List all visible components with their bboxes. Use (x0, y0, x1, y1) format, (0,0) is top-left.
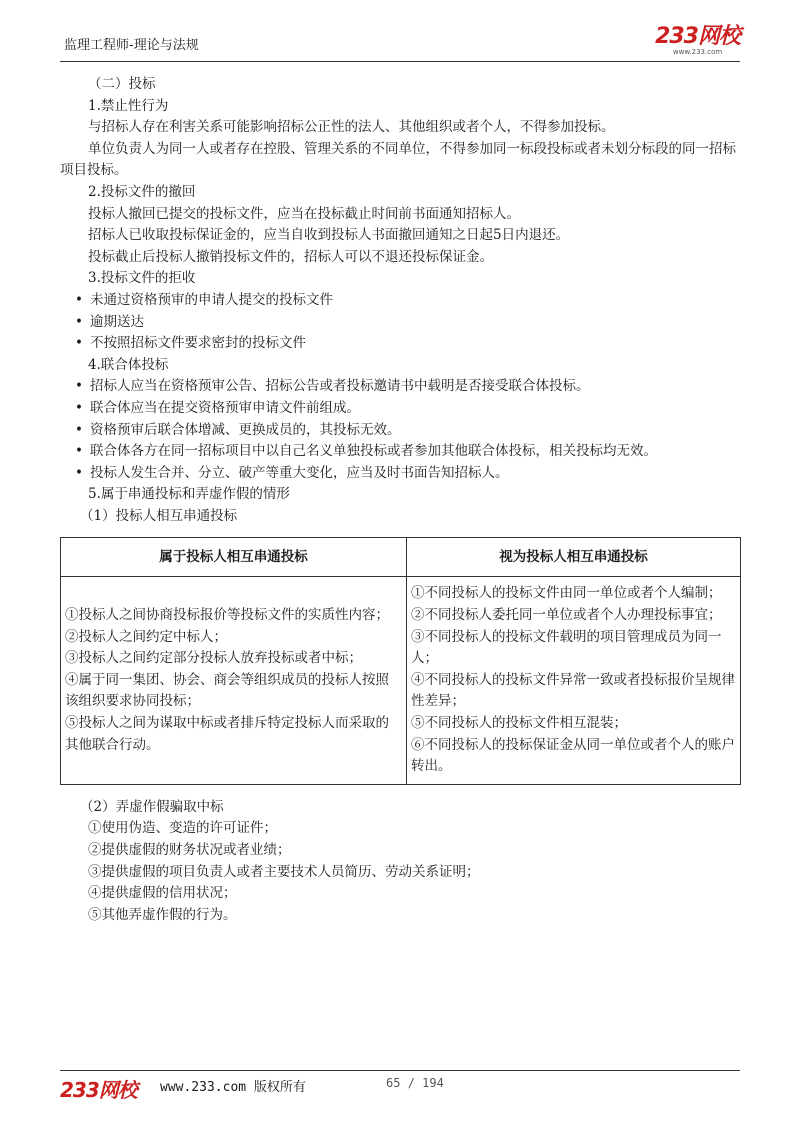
cell-item: ④属于同一集团、协会、商会等组织成员的投标人按照该组织要求协同投标； (65, 671, 389, 710)
cell-item: ③不同投标人的投标文件载明的项目管理成员为同一人； (411, 628, 722, 667)
cell-item: ①投标人之间协商投标报价等投标文件的实质性内容； (65, 607, 389, 624)
cell-item: ④不同投标人的投标文件异常一致或者投标报价呈规律性差异； (411, 671, 735, 710)
table-header-col2: 视为投标人相互串通投标 (407, 538, 741, 577)
table-cell-col1 (61, 577, 407, 784)
cell-item: ⑤不同投标人的投标文件相互混装； (411, 715, 627, 732)
bullet-icon: • (75, 335, 83, 352)
list-item: ①使用伪造、变造的许可证件； (88, 820, 277, 837)
bullet-icon: • (75, 464, 83, 481)
page-footer (60, 1062, 740, 1102)
list-item-text: 逾期送达 (90, 313, 144, 330)
list-item-text: 资格预审后联合体增减、更换成员的，其投标无效。 (90, 421, 401, 438)
brand-logo (655, 26, 740, 56)
s1-paragraph-2-text: 单位负责人为同一人或者存在控股、管理关系的不同单位，不得参加同一标段投标或者未划分标段的同一招标项目投标。 (60, 140, 736, 179)
s2-paragraph-1: 投标人撤回已提交的投标文件，应当在投标截止时间前书面通知招标人。 (88, 205, 520, 222)
page-total: 194 (422, 1076, 444, 1090)
list-item (60, 290, 740, 312)
cell-item: ⑤投标人之间为谋取中标或者排斥特定投标人而采取的其他联合行动。 (65, 715, 389, 753)
logo-url: www.233.com (672, 48, 723, 56)
list-item (60, 312, 740, 334)
list-item (60, 463, 740, 485)
section-heading: （二）投标 (88, 76, 156, 92)
list-item (60, 333, 740, 355)
header-divider (60, 61, 740, 62)
footer-site (160, 1076, 306, 1095)
cell-item: ②投标人之间约定中标人； (65, 628, 227, 645)
s2-title: 2.投标文件的撤回 (88, 183, 196, 200)
bullet-icon: • (75, 378, 83, 395)
list-item (60, 420, 740, 442)
s3-title: 3.投标文件的拒收 (88, 270, 196, 287)
table-row (61, 577, 741, 784)
page-separator: / (407, 1076, 415, 1090)
footer-site-url[interactable]: www.233.com (160, 1080, 247, 1095)
list-item-text: 不按照招标文件要求密封的投标文件 (90, 335, 306, 352)
s2-paragraph-3: 投标截止后投标人撤销投标文件的，招标人可以不退还投标保证金。 (88, 248, 493, 265)
cell-item: ③投标人之间约定部分投标人放弃投标或者中标； (65, 650, 362, 667)
footer-copyright: 版权所有 (253, 1080, 306, 1095)
list-item (60, 398, 740, 420)
page-number (386, 1076, 444, 1090)
footer-logo: 233网校 (60, 1078, 137, 1102)
list-item: ⑤其他弄虚作假的行为。 (88, 906, 237, 923)
list-item-text: 联合体各方在同一招标项目中以自己名义单独投标或者参加其他联合体投标，相关投标均无效。 (90, 443, 657, 460)
s1-title: 1.禁止性行为 (88, 97, 169, 114)
bullet-icon: • (75, 291, 83, 308)
logo-mark: 233网校 (655, 24, 740, 49)
list-item-text: 未通过资格预审的申请人提交的投标文件 (90, 291, 333, 308)
s5-subtitle-2: （2）弄虚作假骗取中标 (80, 798, 224, 815)
s5-title: 5.属于串通投标和弄虚作假的情形 (88, 486, 290, 503)
list-item-text: 投标人发生合并、分立、破产等重大变化，应当及时书面告知招标人。 (90, 464, 509, 481)
list-item: ③提供虚假的项目负责人或者主要技术人员简历、劳动关系证明； (88, 863, 480, 880)
list-item: ④提供虚假的信用状况； (88, 885, 237, 902)
bullet-icon: • (75, 421, 83, 438)
s2-paragraph-2: 招标人已收取投标保证金的，应当自收到投标人书面撤回通知之日起5日内退还。 (88, 227, 570, 244)
s5-subtitle-1: （1）投标人相互串通投标 (80, 507, 238, 524)
document-title: 监理工程师-理论与法规 (64, 38, 199, 53)
bullet-icon: • (75, 399, 83, 416)
page-header (60, 24, 740, 62)
s1-paragraph-1: 与招标人存在利害关系可能影响招标公正性的法人、其他组织或者个人，不得参加投标。 (88, 119, 615, 136)
footer-divider (60, 1070, 740, 1071)
page-current: 65 (386, 1076, 401, 1090)
cell-item: ①不同投标人的投标文件由同一单位或者个人编制； (411, 585, 722, 602)
list-item-text: 联合体应当在提交资格预审申请文件前组成。 (90, 399, 360, 416)
cell-item: ②不同投标人委托同一单位或者个人办理投标事宜； (411, 607, 722, 624)
cell-item: ⑥不同投标人的投标保证金从同一单位或者个人的账户转出。 (411, 736, 735, 775)
s4-title: 4.联合体投标 (88, 356, 169, 373)
s1-paragraph-2 (60, 139, 740, 182)
page-body (60, 74, 740, 926)
table-header-row (61, 538, 741, 577)
bullet-icon: • (75, 313, 83, 330)
list-item: ②提供虚假的财务状况或者业绩； (88, 842, 291, 858)
table-header-col1: 属于投标人相互串通投标 (61, 538, 407, 577)
table-cell-col2 (407, 577, 741, 784)
list-item-text: 招标人应当在资格预审公告、招标公告或者投标邀请书中载明是否接受联合体投标。 (90, 378, 590, 395)
list-item (60, 441, 740, 463)
list-item (60, 376, 740, 398)
collusion-table (60, 537, 741, 784)
bullet-icon: • (75, 443, 83, 460)
